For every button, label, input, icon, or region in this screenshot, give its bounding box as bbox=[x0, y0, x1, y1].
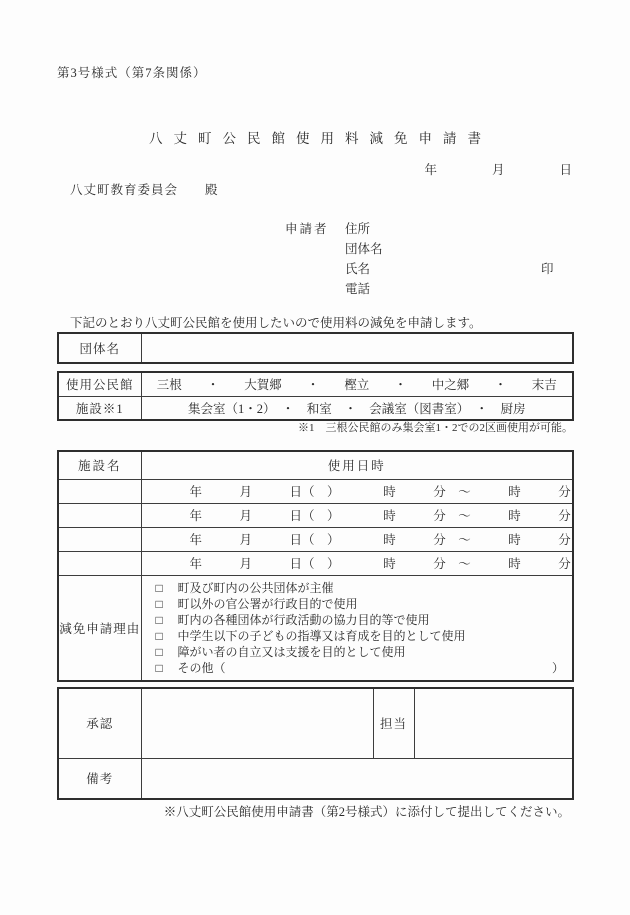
approval-row bbox=[58, 688, 573, 758]
approval-label: 承認 bbox=[58, 688, 141, 758]
phone-field-label: 電話 bbox=[345, 282, 371, 296]
schedule-row bbox=[58, 527, 573, 551]
address-field-label: 住所 bbox=[345, 222, 371, 236]
datetime-header: 使用日時 bbox=[141, 451, 573, 479]
remarks-label: 備考 bbox=[58, 758, 141, 799]
hall-select-table bbox=[57, 371, 574, 421]
applicant-address-row bbox=[285, 219, 383, 239]
reason-option-label: 町以外の官公署が行政目的で使用 bbox=[177, 596, 358, 611]
reason-option-label: 町内の各種団体が行政活動の協力目的等で使用 bbox=[177, 612, 430, 627]
checkbox-icon[interactable]: □ bbox=[155, 660, 163, 675]
footer-note: ※八丈町公民館使用申請書（第2号様式）に添付して提出してください。 bbox=[163, 805, 570, 819]
checkbox-icon[interactable]: □ bbox=[155, 628, 163, 643]
staff-stamp-cell[interactable] bbox=[414, 688, 573, 758]
intro-sentence: 下記のとおり八丈町公民館を使用したいので使用料の減免を申請します。 bbox=[70, 316, 482, 330]
facility-input-cell[interactable] bbox=[58, 551, 141, 575]
remarks-input-cell[interactable] bbox=[141, 758, 573, 799]
page-title: 八丈町公民館使用料減免申請書 bbox=[149, 131, 492, 146]
form-number: 第3号様式（第7条関係） bbox=[57, 66, 207, 80]
spacer bbox=[285, 239, 345, 259]
table-row bbox=[58, 372, 573, 396]
reason-option bbox=[156, 644, 567, 660]
applicant-label: 申請者 bbox=[285, 222, 329, 236]
datetime-input-cell[interactable]: 年 月 日（ ） 時 分 ～ 時 分 bbox=[141, 503, 573, 527]
spacer bbox=[285, 279, 345, 299]
facility-options[interactable]: 集会室（1・2） ・ 和室 ・ 会議室（図書室） ・ 厨房 bbox=[141, 396, 573, 420]
facility-label: 施設※1 bbox=[58, 396, 141, 420]
checkbox-icon[interactable]: □ bbox=[155, 596, 163, 611]
group-name-table bbox=[57, 332, 574, 364]
reason-option-label: 中学生以下の子どもの指導又は育成を目的として使用 bbox=[177, 628, 466, 643]
reason-option-label: その他（ bbox=[177, 660, 226, 675]
datetime-input-cell[interactable]: 年 月 日（ ） 時 分 ～ 時 分 bbox=[141, 527, 573, 551]
reason-row bbox=[58, 575, 573, 681]
facility-input-cell[interactable] bbox=[58, 479, 141, 503]
reason-option-label: 障がい者の自立又は支援を目的として使用 bbox=[177, 644, 406, 659]
hall-label: 使用公民館 bbox=[58, 372, 141, 396]
checkbox-icon[interactable]: □ bbox=[155, 580, 163, 595]
reason-option bbox=[156, 580, 567, 596]
hall-options[interactable]: 三根 ・ 大賀郷 ・ 樫立 ・ 中之郷 ・ 末吉 bbox=[141, 372, 573, 396]
spacer bbox=[285, 259, 345, 279]
remarks-row bbox=[58, 758, 573, 799]
datetime-input-cell[interactable]: 年 月 日（ ） 時 分 ～ 時 分 bbox=[141, 551, 573, 575]
schedule-row bbox=[58, 551, 573, 575]
facility-name-header: 施設名 bbox=[58, 451, 141, 479]
schedule-table bbox=[57, 450, 574, 682]
facility-input-cell[interactable] bbox=[58, 527, 141, 551]
reason-option-label: 町及び町内の公共団体が主催 bbox=[177, 580, 334, 595]
reason-option bbox=[156, 612, 567, 628]
seal-mark: 印 bbox=[541, 262, 554, 276]
reason-option-other bbox=[156, 660, 567, 676]
date-line: 年 月 日 bbox=[424, 163, 573, 177]
schedule-row bbox=[58, 503, 573, 527]
table-header-row bbox=[58, 451, 573, 479]
table-row bbox=[58, 396, 573, 420]
addressee: 八丈町教育委員会 殿 bbox=[70, 183, 219, 197]
datetime-input-cell[interactable]: 年 月 日（ ） 時 分 ～ 時 分 bbox=[141, 479, 573, 503]
applicant-group-row bbox=[285, 239, 383, 259]
group-name-label: 団体名 bbox=[58, 333, 141, 363]
table-row bbox=[58, 333, 573, 363]
facility-input-cell[interactable] bbox=[58, 503, 141, 527]
reason-option bbox=[156, 628, 567, 644]
group-field-label: 団体名 bbox=[345, 242, 383, 256]
applicant-phone-row bbox=[285, 279, 383, 299]
applicant-name-row bbox=[285, 259, 383, 279]
reason-option bbox=[156, 596, 567, 612]
applicant-block bbox=[285, 219, 383, 299]
hall-footnote: ※1 三根公民館のみ集会室1・2での2区画使用が可能。 bbox=[298, 422, 573, 434]
group-name-input-cell[interactable] bbox=[141, 333, 573, 363]
checkbox-icon[interactable]: □ bbox=[155, 612, 163, 627]
name-field-label: 氏名 bbox=[345, 262, 371, 276]
staff-label: 担当 bbox=[373, 688, 414, 758]
approval-stamp-cell[interactable] bbox=[141, 688, 373, 758]
checkbox-icon[interactable]: □ bbox=[155, 644, 163, 659]
other-close-paren: ） bbox=[551, 660, 564, 675]
reason-options-cell bbox=[141, 575, 573, 681]
reason-label: 減免申請理由 bbox=[58, 575, 141, 681]
approval-table bbox=[57, 687, 574, 800]
schedule-row bbox=[58, 479, 573, 503]
